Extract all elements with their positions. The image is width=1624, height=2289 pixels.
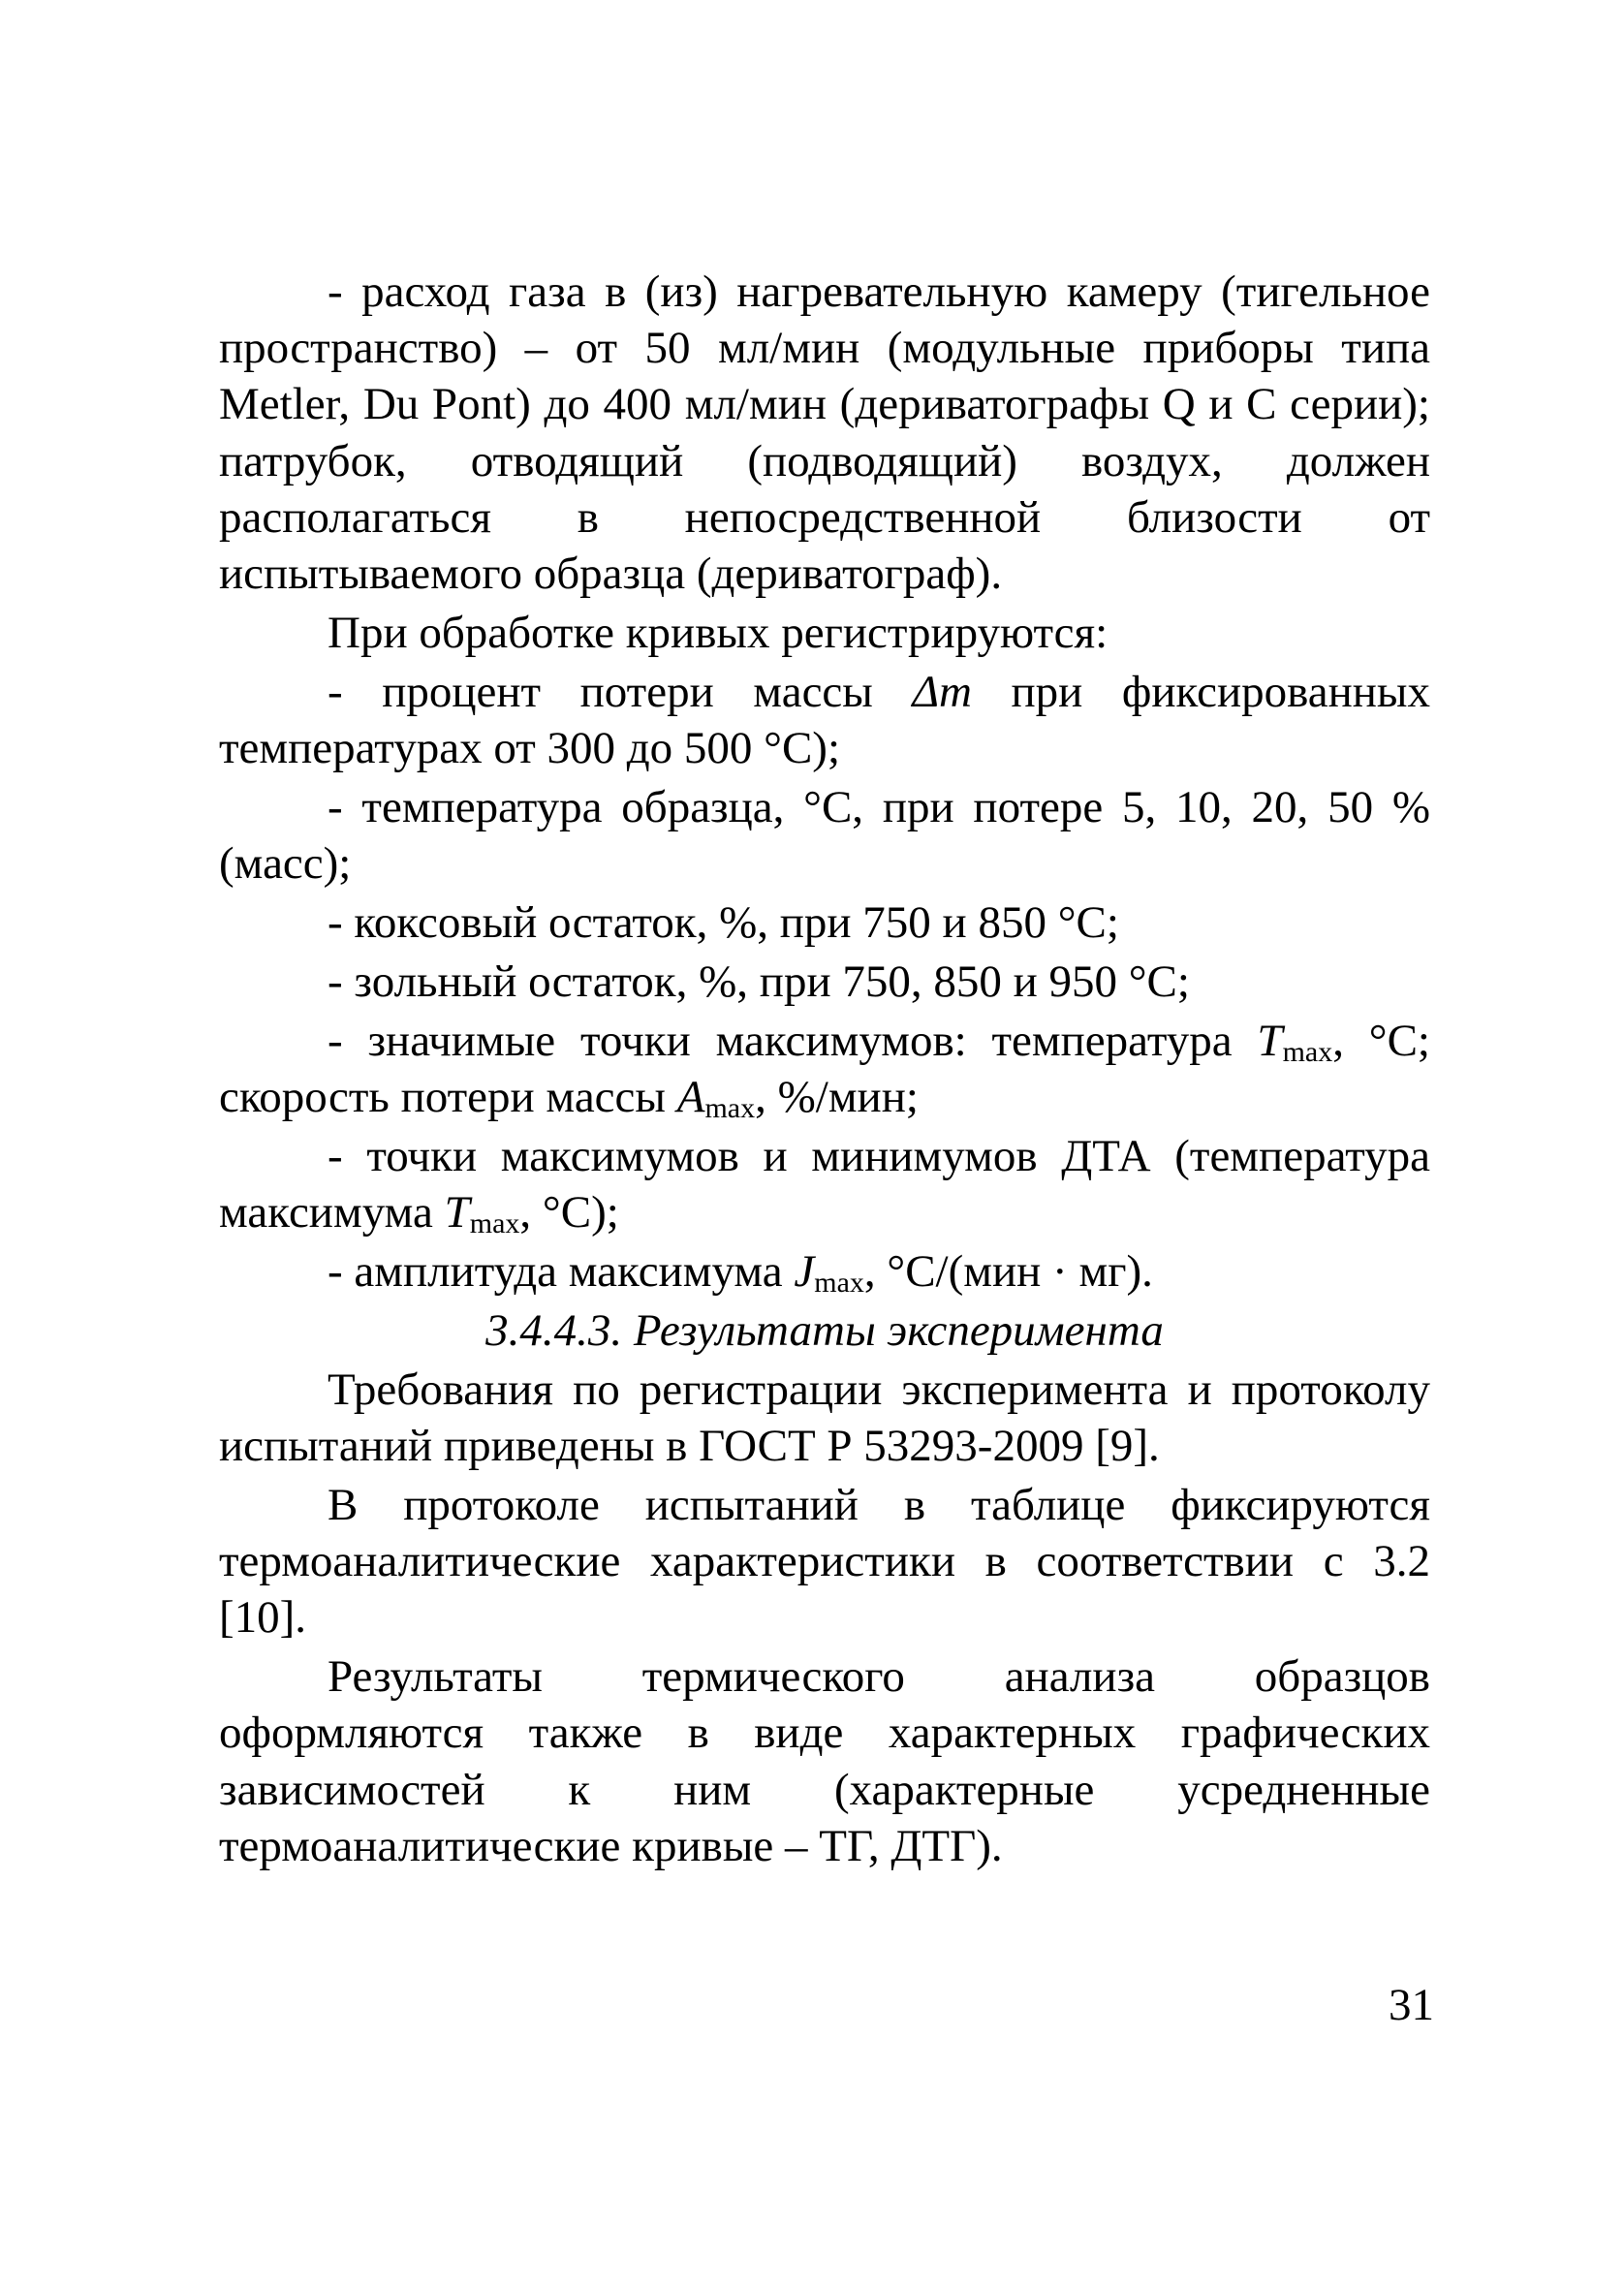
delta-m-symbol: Δm	[912, 666, 972, 717]
body-text	[219, 264, 1430, 1877]
text-fragment: при фиксированных температурах от 300 до 500 °C);	[219, 666, 1430, 773]
t-max-symbol: T	[444, 1187, 470, 1239]
list-item-sample-temperature: - температура образца, °C, при потере 5, 10, 20, 50 % (масс);	[219, 781, 1430, 890]
max-subscript: max	[704, 1091, 756, 1124]
text-fragment: , °C; скорость потери массы	[219, 1015, 1430, 1122]
text-fragment: , °C);	[519, 1187, 619, 1239]
j-max-symbol: J	[794, 1245, 815, 1297]
paragraph-registration-requirements: Требования по регистрации эксперимента и протоколу испытаний приведены в ГОСТ Р 53293-2009 [9].	[219, 1364, 1430, 1471]
text-fragment: - точки максимумов и минимумов ДТА (температура максимума	[219, 1130, 1430, 1239]
paragraph-protocol-table: В протоколе испытаний в таблице фиксируются термоаналитические характеристики в соответствии с 3.2 [10].	[219, 1479, 1430, 1644]
list-item-amplitude	[219, 1243, 1430, 1300]
text-fragment: - амплитуда максимума	[328, 1245, 795, 1297]
max-subscript: max	[469, 1207, 520, 1240]
list-item-mass-loss-percent	[219, 664, 1430, 776]
section-heading: 3.4.4.3. Результаты эксперимента	[485, 1304, 1164, 1356]
list-item-maximum-points	[219, 1013, 1430, 1125]
max-subscript: max	[1282, 1035, 1333, 1068]
text-fragment: , %/мин;	[755, 1071, 919, 1122]
t-max-symbol: T	[1257, 1015, 1283, 1066]
text-fragment: - процент потери массы	[328, 666, 913, 717]
paragraph-curve-processing: При обработке кривых регистрируются:	[328, 607, 1109, 658]
text-fragment: , °C/(мин · мг).	[863, 1245, 1153, 1297]
list-item-coke-residue: - коксовый остаток, %, при 750 и 850 °C;	[328, 896, 1119, 948]
paragraph-gas-flow: - расход газа в (из) нагревательную камеру (тигельное пространство) – от 50 мл/мин (модульные приборы типа Metler, Du Pont) до 400 мл/мин (дериватографы Q и C серии); патрубок, отводящий (подводящий) воздух, должен располагаться в непосредственной близости от испытываемого образца (дериватограф).	[219, 267, 1430, 600]
paragraph-results-format: Результаты термического анализа образцов оформляются также в виде характерных графических зависимостей к ним (характерные усредненные термоаналитические кривые – ТГ, ДТГ).	[219, 1651, 1430, 1871]
list-item-ash-residue: - зольный остаток, %, при 750, 850 и 950 °C;	[328, 956, 1190, 1007]
max-subscript: max	[814, 1266, 864, 1299]
text-fragment: - значимые точки максимумов: температура	[328, 1015, 1258, 1066]
list-item-dta-points	[219, 1128, 1430, 1240]
page-number: 31	[1389, 1980, 1434, 2030]
a-max-symbol: A	[676, 1071, 705, 1122]
